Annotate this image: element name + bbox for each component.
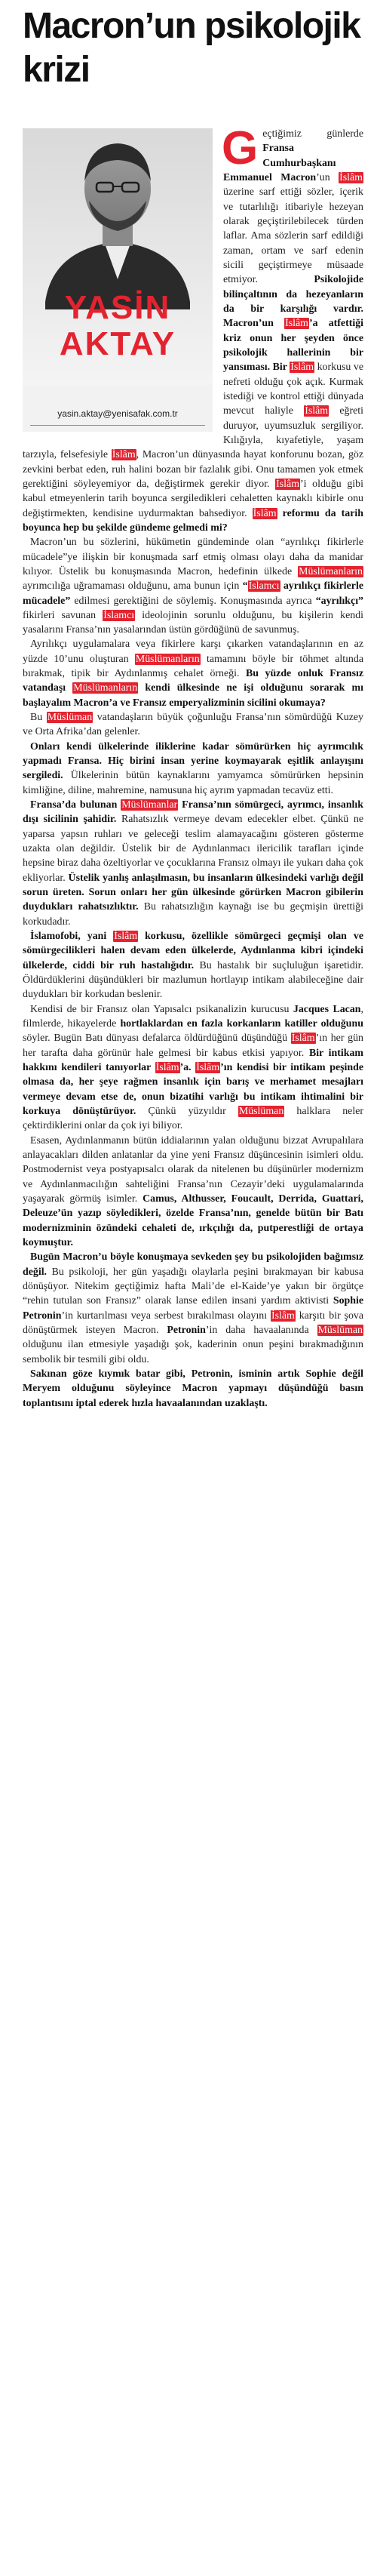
text-run: Bu psikoloji, her gün yaşadığı olaylarla peşini bırakmayan bir kabusa dönüşüyor. Nitekim geçtiğimiz hafta Mali’de el-Kaide’ye yakın bir örgütçe “rehin tutulan son Fransız” olarak lanse edilen insani yardım aktivisti bbox=[23, 1266, 363, 1307]
highlighted-term: İslâm bbox=[155, 1062, 179, 1073]
author-box bbox=[23, 128, 213, 432]
highlighted-term: İslâm bbox=[285, 318, 308, 330]
bold-text: Sophie Petronin bbox=[23, 1295, 363, 1322]
bold-text: Üstelik yanlış anlaşılmasın, bu insanların ülkesindeki varlığı değil sorun üreten. Sorun onları her gün ülkesinde görürken Macron gibilerin duydukları rahatsızlıktır. bbox=[23, 872, 363, 913]
body-paragraph bbox=[23, 1367, 363, 1411]
body-paragraph bbox=[23, 710, 363, 740]
bold-text: hortlaklardan en fazla korkanların katiller olduğunu bbox=[120, 1018, 363, 1030]
drop-cap: G bbox=[222, 122, 259, 174]
highlighted-term: İslâm bbox=[114, 931, 138, 943]
text-run: ayrımcılığa uğramaması olduğunu, ama bunun için bbox=[23, 580, 243, 592]
highlighted-term: İslâm bbox=[253, 507, 277, 519]
text-run: Kendisi de bir Fransız olan Yapısalcı psikanalizin kurucusu bbox=[30, 1003, 293, 1015]
text-run: söyler. Bugün Batı dünyası defalarca öldürdüğünü düşündüğü bbox=[23, 1033, 291, 1045]
text-run: karşıtı bir şova dönüştürmek isteyen Macron. bbox=[23, 1310, 363, 1336]
highlighted-term: Müslümanların bbox=[299, 565, 363, 577]
text-run: Bu rahatsızlığın kaynağı ise bu geçmişin ürettiği korkudadır. bbox=[23, 901, 363, 928]
bold-text: ’a. bbox=[179, 1062, 196, 1073]
bold-text: Bugün Macron’u böyle konuşmaya sevkeden şey bu psikolojiden bağımsız değil. bbox=[23, 1251, 363, 1278]
body-paragraph bbox=[23, 798, 363, 929]
bold-text: Fransa Cumhurbaşkanı Emmanuel Macron bbox=[223, 143, 336, 183]
bold-text: İslamofobi, yani bbox=[30, 931, 114, 943]
text-run: ’un bbox=[316, 171, 339, 183]
article-headline: Macron’un psikolojik krizi bbox=[23, 6, 360, 90]
author-divider bbox=[30, 425, 205, 426]
highlighted-term: İslâm bbox=[196, 1062, 220, 1073]
highlighted-term: İslamcı bbox=[103, 609, 135, 621]
bold-text: Psikolojide bilinçaltının da hezeyanların da bir karşılığı vardır. Macron’un bbox=[223, 274, 363, 330]
highlighted-term: İslâm bbox=[291, 1033, 315, 1045]
highlighted-term: İslâm bbox=[305, 405, 329, 417]
text-run: Çünkü yüzyıldır bbox=[136, 1105, 238, 1117]
text-run: ’ın her gün her tarafta daha görünür hale gelmesi bir kabus etkisi yapıyor. bbox=[23, 1033, 363, 1059]
text-run: fikirleri savunan bbox=[23, 609, 103, 621]
body-paragraph bbox=[23, 535, 363, 637]
text-run: halklara neler çektirdiklerini onlar da çok iyi biliyor. bbox=[23, 1105, 363, 1132]
text-run: , filmlerde, hikayelerde bbox=[23, 1003, 363, 1030]
highlighted-term: İslâm bbox=[112, 449, 136, 461]
author-name bbox=[23, 290, 213, 362]
highlighted-term: İslamcı bbox=[248, 580, 280, 592]
text-run: ’in kurtarılması veya serbest bırakılması olayını bbox=[61, 1310, 271, 1322]
body-paragraph bbox=[23, 1134, 363, 1251]
bold-text: Fransa’da bulunan bbox=[30, 799, 121, 811]
bold-text: “ayrılıkçı” bbox=[315, 595, 363, 607]
author-first-name: YASİN bbox=[64, 289, 171, 326]
highlighted-term: Müslümanlar bbox=[121, 799, 178, 811]
bold-text: Bu yüzde onluk Fransız vatandaşı bbox=[23, 668, 364, 694]
bold-text: korkusu, özellikle sömürgeci geçmişi olan ve sömürgecilikleri halen devam eden ülkelerde, Aydınlanma kibri içindeki ülkelerde, ciddi bir ruh hastalığıdır. bbox=[23, 931, 363, 971]
bold-text: Bir intikam hakkını kendileri tanıyorlar bbox=[23, 1047, 363, 1073]
bold-text: ’a atfettiği kriz onun her şeyden önce psikolojik hallerinin bir yansıması. Bir bbox=[223, 318, 363, 374]
text-run: tamamını böyle bir töhmet altında bırakmak, tipik bir Aydınlanmış cehalet örneği. bbox=[23, 653, 363, 680]
author-email: yasin.aktay@yenisafak.com.tr bbox=[57, 408, 178, 419]
body-paragraph bbox=[23, 740, 363, 798]
highlighted-term: İslâm bbox=[339, 171, 363, 183]
text-run: Bu bbox=[30, 712, 47, 724]
bold-text: Sakınan göze kıymık batar gibi, Petronin, isminin artık Sophie değil Meryem olduğunu söyleyince Macron yapmayı düşündüğü basın toplantısını iptal ederek hızla havaalanından uzaklaştı. bbox=[23, 1368, 363, 1409]
highlighted-term: Müslümanların bbox=[73, 682, 138, 694]
bold-text: Fransa’nın sömürgeci, ayrımcı, insanlık dışı sicilinin şahidir. bbox=[23, 799, 363, 826]
text-run: üzerine sarf ettiği sözler, içerik ve tutarlılığı itibariyle hezeyan olarak geçiştirilebilecek türden laflar. Ama sözlerin sarf edildiği zaman, ortam ve sarf edenin sicili geçiştirmeye müsaade etmiyor. bbox=[223, 186, 363, 286]
text-run: edilmesi gerektiğini de söylemiş. Konuşmasında ayrıca bbox=[70, 595, 316, 607]
highlighted-term: İslâm bbox=[276, 478, 300, 490]
body-paragraph bbox=[23, 637, 363, 710]
text-run: Ayrılıkçı uygulamalara veya fikirlere karşı çıkarken vatandaşlarının en az yüzde 10’unu oluşturan bbox=[23, 639, 363, 665]
highlighted-term: Müslümanların bbox=[135, 653, 200, 665]
bold-text: Petronin bbox=[167, 1324, 206, 1336]
text-run: Bu hastalık bir suçluluğun işaretidir. Öldürdüklerini düşündükleri bir mazlumun hortlayıp intikam alabileceğine dair duydukları bir korkudan beslenir. bbox=[23, 959, 363, 1001]
text-run: olduğunu ilan etmesiyle yaşadığı şok, kaderinin onun peşini bırakmadığının sembolik bir tesmili gibi oldu. bbox=[23, 1339, 363, 1365]
text-run: ’i olduğu gibi kabul etmeyenlerin tarih boyunca sergiledikleri cehaletten kaynaklı kibirle onu değiştirmekten, kendisine uydurmaktan bahsediyor. bbox=[23, 478, 363, 519]
text-run: Esasen, Aydınlanmanın bütün iddialarının yalan olduğunu bizzat Avrupalılara anlayacakları dilden anlatanlar da yine yeni Fransız düşüncesinin isimleri oldu. Postmodernist veya postyapısalcı olarak da nitelenen bu düşünürler modernizm ve Aydınlanmacılığın sahteliğini Fransa’nın Cezayir’deki uygulamalarında yaşayarak görmüş isimler. bbox=[23, 1134, 363, 1205]
bold-text: Onları kendi ülkelerinde iliklerine kadar sömürürken hiç ayrımcılık yapmadı Fransa. Hiç birini insan yerine koymayarak eşitlik anlayışını sergiledi. bbox=[23, 740, 363, 782]
text-run: ideolojinin sorunlu olduğunu, bu kişilerin kendi yasalarını Fransa’nın yasalarından üstün gördüğünü de savunmuş. bbox=[23, 609, 364, 636]
bold-text: Jacques Lacan bbox=[293, 1003, 361, 1015]
bold-text: reformu da tarih boyunca hep bu şekilde gündeme gelmedi mi? bbox=[23, 507, 363, 534]
highlighted-term: Müslüman bbox=[47, 712, 93, 724]
bold-text: ayrılıkçı fikirlerle mücadele” bbox=[23, 580, 363, 607]
text-run: vatandaşların büyük çoğunluğu Fransa’nın sömürdüğü Kuzey ve Orta Afrika’dan gelenler. bbox=[23, 712, 363, 738]
text-run: ’in daha havaalanında bbox=[205, 1324, 317, 1336]
bold-text: kendi ülkesinde ne işi olduğunu sorarak mı başlayalım Macron’a ve Fransız emperyalizminin sicilini okumaya? bbox=[23, 682, 363, 709]
body-paragraph bbox=[23, 1002, 363, 1134]
highlighted-term: Müslüman bbox=[317, 1324, 363, 1336]
bold-text: Camus, Althusser, Foucault, Derrida, Guattari, Deleuze’ün yazıp söyledikleri, özelde Fransa’nın, genelde bütün bir Batı modernizminin özündeki cehaleti de, ırkçılığı da, putperestliği de ortaya koymuştur. bbox=[23, 1193, 364, 1248]
body-paragraph bbox=[23, 929, 363, 1002]
text-run: , Macron’un dünyasında hayat konforunu bozan, göz zevkini berbat eden, ruh halini bozan bir fazlalık gibi. Onu tamamen yok etmek gerektiğini söyleyemiyor da, değiştirmek gerekir diyor. bbox=[23, 449, 363, 490]
article-body bbox=[23, 122, 364, 1411]
author-last-name: AKTAY bbox=[59, 325, 176, 362]
text-run: Macron’un bu sözlerini, hükümetin gündeminde olan “ayrılıkçı fikirlerle mücadele”ye ilişkin bir konuşmada sarf etmiş olması olayı daha da manidar kılıyor. Üstelik bu konuşmasında Macron, hedefinin ülkede bbox=[23, 537, 363, 577]
text-run: eğreti duruyor, uyumsuzluk sergiliyor. Kılığıyla, kıyafetiyle, yaşam tarzıyla, felsefesiyle bbox=[23, 405, 363, 461]
text-run: eçtiğimiz günlerde bbox=[262, 128, 363, 140]
highlighted-term: İslâm bbox=[290, 362, 314, 374]
body-paragraph bbox=[23, 1250, 363, 1367]
highlighted-term: İslâm bbox=[271, 1310, 295, 1322]
text-run: Ülkelerinin bütün kaynaklarını yamyamca sömürürken hepsinin kimliğine, diline, mahremine, namusuna hiç ayrım yapmadan tecavüz etti. bbox=[23, 770, 363, 796]
bold-text: “ bbox=[242, 580, 248, 592]
bold-text: ’ın kendisi bir intikam peşinde olmasa da, her şeye rağmen insanlık için barış ve merhamet mesajları vermeye devam etse de, onun bizatihi varlığı bu intikam ihtimalini bir korkuya dönüştürüyor. bbox=[23, 1062, 363, 1117]
highlighted-term: Müslüman bbox=[238, 1105, 284, 1117]
text-run: korkusu ve nefreti olduğu çok açık. Kurmak istediği ve kontrol ettiği dünyada mevcut haliyle bbox=[223, 362, 363, 417]
text-run: Rahatsızlık vermeye devam edecekler elbet. Çünkü ne yaparsa yapsın ruhları ve geleceği teslim alamayacağını gösteren gösterme uzakta olan değildir. Üstelik bir de Aydınlanmacı ilericilik tarafları içinde hepsine biraz daha özeltiyorlar ve çocuklarına Fransız olmayı ile yukarı daha çok ekliyorlar. bbox=[23, 814, 363, 884]
